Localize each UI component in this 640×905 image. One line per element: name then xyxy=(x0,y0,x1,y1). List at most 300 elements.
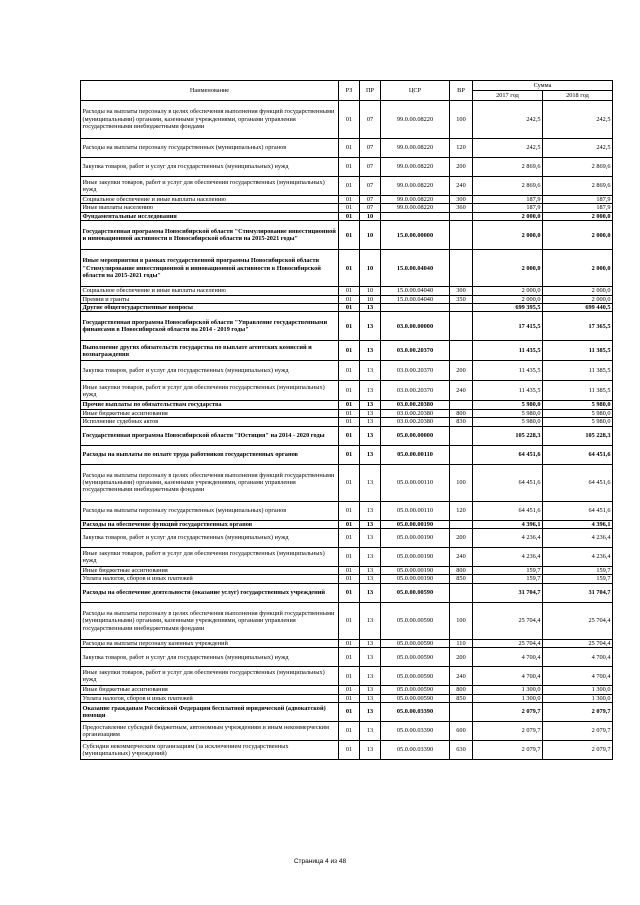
cell-rz: 01 xyxy=(339,101,360,139)
cell-rz: 01 xyxy=(339,196,360,204)
cell-s2018: 187,9 xyxy=(543,196,613,204)
cell-name: Уплата налогов, сборов и иных платежей xyxy=(81,575,339,583)
cell-rz: 01 xyxy=(339,177,360,196)
cell-csr: 05.0.00.00110 xyxy=(381,501,450,520)
cell-name: Оказание гражданам Российской Федерации бесплатной юридической (адвокатской) помощи xyxy=(81,703,339,722)
cell-s2017: 64 451,6 xyxy=(473,501,543,520)
cell-name: Иные закупки товаров, работ и услуг для обеспечения государственных (муниципальных) нужд xyxy=(81,177,339,196)
cell-name: Фундаментальные исследования xyxy=(81,212,339,220)
table-row xyxy=(81,501,613,520)
cell-pr: 13 xyxy=(360,341,381,361)
cell-s2017: 187,9 xyxy=(473,196,543,204)
table-row xyxy=(81,250,613,287)
cell-name: Социальное обеспечение и иные выплаты населению xyxy=(81,196,339,204)
cell-name: Иные мероприятия в рамках государственной программы Новосибирской области "Стимулирование инвестиционной и инновационной активности в Новосибирской области на 2015-2021 годы" xyxy=(81,250,339,287)
cell-csr: 05.0.00.03390 xyxy=(381,741,450,760)
cell-pr: 13 xyxy=(360,648,381,667)
cell-vr: 100 xyxy=(450,602,473,639)
table-row xyxy=(81,158,613,177)
table-row xyxy=(81,520,613,528)
cell-name: Государственная программа Новосибирской области "Стимулирование инвестиционной и инновационной активности в Новосибирской области на 2015-2021 годы" xyxy=(81,221,339,250)
cell-s2017: 1 300,0 xyxy=(473,686,543,694)
cell-pr: 13 xyxy=(360,548,381,567)
cell-rz: 01 xyxy=(339,158,360,177)
cell-pr: 13 xyxy=(360,426,381,445)
header-name: Наименование xyxy=(81,81,339,101)
cell-s2018: 25 704,4 xyxy=(543,639,613,647)
header-vr: ВР xyxy=(450,81,473,101)
cell-vr: 200 xyxy=(450,648,473,667)
cell-s2018: 1 300,0 xyxy=(543,686,613,694)
cell-csr: 05.0.00.00590 xyxy=(381,602,450,639)
cell-csr: 05.0.00.00590 xyxy=(381,648,450,667)
cell-pr: 13 xyxy=(360,686,381,694)
cell-pr: 13 xyxy=(360,520,381,528)
cell-vr xyxy=(450,520,473,528)
cell-s2017: 25 704,4 xyxy=(473,602,543,639)
cell-rz: 01 xyxy=(339,567,360,575)
cell-s2018: 242,5 xyxy=(543,101,613,139)
cell-rz: 01 xyxy=(339,639,360,647)
cell-s2018: 5 980,0 xyxy=(543,401,613,409)
cell-csr xyxy=(381,212,450,220)
cell-vr: 800 xyxy=(450,409,473,417)
cell-vr xyxy=(450,341,473,361)
cell-csr: 05.0.00.00000 xyxy=(381,426,450,445)
cell-s2018: 4 700,4 xyxy=(543,648,613,667)
cell-name: Иные закупки товаров, работ и услуг для обеспечения государственных (муниципальных) нужд xyxy=(81,667,339,686)
cell-s2017: 2 000,0 xyxy=(473,295,543,303)
table-row xyxy=(81,212,613,220)
cell-vr: 360 xyxy=(450,204,473,212)
cell-s2017: 242,5 xyxy=(473,101,543,139)
cell-rz: 01 xyxy=(339,722,360,741)
cell-pr: 07 xyxy=(360,177,381,196)
cell-s2018: 11 385,5 xyxy=(543,381,613,401)
cell-pr: 07 xyxy=(360,139,381,158)
cell-rz: 01 xyxy=(339,583,360,602)
cell-rz: 01 xyxy=(339,212,360,220)
cell-s2018: 64 451,6 xyxy=(543,464,613,501)
cell-s2018: 64 451,6 xyxy=(543,445,613,464)
cell-s2017: 2 000,0 xyxy=(473,212,543,220)
cell-name: Расходы на выплаты персоналу в целях обеспечения выполнения функций государственными (муниципальными) органами, казенными учреждениями, органами управления государственными внебюджетными фондами xyxy=(81,602,339,639)
cell-rz: 01 xyxy=(339,295,360,303)
cell-vr: 850 xyxy=(450,575,473,583)
cell-s2017: 64 451,6 xyxy=(473,445,543,464)
cell-csr: 99.0.00.08220 xyxy=(381,196,450,204)
cell-s2017: 17 415,5 xyxy=(473,312,543,341)
cell-csr: 05.0.00.00590 xyxy=(381,639,450,647)
cell-name: Расходы на выплаты персоналу в целях обеспечения выполнения функций государственными (муниципальными) органами, казенными учреждениями, органами управления государственными внебюджетными фондами xyxy=(81,101,339,139)
cell-csr: 99.0.00.08220 xyxy=(381,177,450,196)
cell-rz: 01 xyxy=(339,575,360,583)
cell-rz: 01 xyxy=(339,204,360,212)
table-body xyxy=(81,101,613,760)
cell-vr: 300 xyxy=(450,287,473,295)
cell-vr: 100 xyxy=(450,101,473,139)
cell-s2017: 2 079,7 xyxy=(473,741,543,760)
cell-s2018: 2 000,0 xyxy=(543,295,613,303)
cell-csr: 05.0.00.03390 xyxy=(381,722,450,741)
cell-s2017: 159,7 xyxy=(473,575,543,583)
cell-vr: 300 xyxy=(450,196,473,204)
cell-s2018: 2 079,7 xyxy=(543,722,613,741)
cell-rz: 01 xyxy=(339,602,360,639)
cell-s2018: 31 704,7 xyxy=(543,583,613,602)
cell-rz: 01 xyxy=(339,250,360,287)
cell-name: Уплата налогов, сборов и иных платежей xyxy=(81,694,339,702)
cell-rz: 01 xyxy=(339,341,360,361)
header-2017: 2017 год xyxy=(473,91,543,101)
cell-pr: 13 xyxy=(360,501,381,520)
cell-rz: 01 xyxy=(339,694,360,702)
cell-rz: 01 xyxy=(339,312,360,341)
cell-s2018: 699 440,5 xyxy=(543,304,613,312)
table-row xyxy=(81,418,613,426)
cell-name: Другие общегосударственные вопросы xyxy=(81,304,339,312)
cell-csr: 05.0.00.03390 xyxy=(381,703,450,722)
cell-s2018: 5 980,0 xyxy=(543,418,613,426)
cell-pr: 07 xyxy=(360,196,381,204)
cell-s2017: 2 000,0 xyxy=(473,221,543,250)
table-row xyxy=(81,548,613,567)
cell-s2018: 105 228,3 xyxy=(543,426,613,445)
cell-rz: 01 xyxy=(339,741,360,760)
table-row xyxy=(81,602,613,639)
cell-vr: 800 xyxy=(450,686,473,694)
cell-vr xyxy=(450,703,473,722)
cell-s2018: 2 079,7 xyxy=(543,741,613,760)
cell-s2017: 2 869,6 xyxy=(473,158,543,177)
cell-csr: 03.0.00.20370 xyxy=(381,361,450,381)
cell-rz: 01 xyxy=(339,139,360,158)
table-row xyxy=(81,304,613,312)
cell-vr xyxy=(450,250,473,287)
cell-rz: 01 xyxy=(339,703,360,722)
table-row xyxy=(81,312,613,341)
cell-vr xyxy=(450,212,473,220)
cell-pr: 13 xyxy=(360,312,381,341)
cell-rz: 01 xyxy=(339,445,360,464)
cell-csr: 99.0.00.08220 xyxy=(381,139,450,158)
table-row xyxy=(81,401,613,409)
cell-vr: 120 xyxy=(450,501,473,520)
cell-pr: 13 xyxy=(360,741,381,760)
cell-csr: 03.0.00.20380 xyxy=(381,418,450,426)
cell-csr: 15.0.00.00000 xyxy=(381,221,450,250)
cell-csr: 03.0.00.00000 xyxy=(381,312,450,341)
table-row xyxy=(81,381,613,401)
cell-s2018: 2 000,0 xyxy=(543,221,613,250)
cell-s2018: 2 869,6 xyxy=(543,177,613,196)
cell-s2018: 4 236,4 xyxy=(543,548,613,567)
cell-vr: 600 xyxy=(450,722,473,741)
cell-name: Иные бюджетные ассигнования xyxy=(81,567,339,575)
cell-pr: 13 xyxy=(360,464,381,501)
table-row xyxy=(81,703,613,722)
cell-rz: 01 xyxy=(339,648,360,667)
cell-name: Государственная программа Новосибирской области "Юстиция" на 2014 - 2020 годы xyxy=(81,426,339,445)
cell-vr: 200 xyxy=(450,158,473,177)
cell-vr: 110 xyxy=(450,639,473,647)
header-2018: 2018 год xyxy=(543,91,613,101)
cell-rz: 01 xyxy=(339,529,360,548)
cell-csr: 15.0.00.04040 xyxy=(381,250,450,287)
cell-csr: 05.0.00.00590 xyxy=(381,686,450,694)
cell-rz: 01 xyxy=(339,381,360,401)
cell-name: Государственная программа Новосибирской области "Управление государственными финансами в Новосибирской области на 2014 - 2019 годы" xyxy=(81,312,339,341)
table-row xyxy=(81,686,613,694)
cell-pr: 07 xyxy=(360,158,381,177)
cell-vr: 200 xyxy=(450,529,473,548)
table-row xyxy=(81,445,613,464)
cell-csr: 05.0.00.00590 xyxy=(381,667,450,686)
table-row xyxy=(81,409,613,417)
cell-s2017: 242,5 xyxy=(473,139,543,158)
cell-rz: 01 xyxy=(339,667,360,686)
cell-rz: 01 xyxy=(339,520,360,528)
cell-csr: 05.0.00.00590 xyxy=(381,583,450,602)
cell-s2018: 159,7 xyxy=(543,567,613,575)
cell-name: Исполнение судебных актов xyxy=(81,418,339,426)
table-row xyxy=(81,139,613,158)
cell-s2017: 64 451,6 xyxy=(473,464,543,501)
table-row xyxy=(81,529,613,548)
cell-rz: 01 xyxy=(339,409,360,417)
cell-name: Предоставление субсидий бюджетным, автономным учреждениям и иным некоммерческим организациям xyxy=(81,722,339,741)
cell-s2018: 11 385,5 xyxy=(543,361,613,381)
cell-s2018: 159,7 xyxy=(543,575,613,583)
cell-s2017: 5 980,0 xyxy=(473,418,543,426)
cell-s2018: 4 700,4 xyxy=(543,667,613,686)
cell-s2017: 31 704,7 xyxy=(473,583,543,602)
cell-name: Иные бюджетные ассигнования xyxy=(81,686,339,694)
cell-s2018: 1 300,0 xyxy=(543,694,613,702)
cell-pr: 13 xyxy=(360,361,381,381)
cell-s2017: 2 000,0 xyxy=(473,287,543,295)
cell-pr: 13 xyxy=(360,409,381,417)
table-row xyxy=(81,575,613,583)
table-row xyxy=(81,648,613,667)
cell-vr: 200 xyxy=(450,361,473,381)
cell-name: Социальное обеспечение и иные выплаты населению xyxy=(81,287,339,295)
cell-s2018: 2 079,7 xyxy=(543,703,613,722)
cell-rz: 01 xyxy=(339,361,360,381)
cell-vr: 630 xyxy=(450,741,473,760)
cell-csr: 99.0.00.08220 xyxy=(381,101,450,139)
cell-pr: 13 xyxy=(360,529,381,548)
cell-name: Расходы на обеспечение деятельности (оказание услуг) государственных учреждений xyxy=(81,583,339,602)
cell-csr: 99.0.00.08220 xyxy=(381,204,450,212)
cell-s2017: 5 980,0 xyxy=(473,409,543,417)
cell-pr: 13 xyxy=(360,445,381,464)
table-row xyxy=(81,722,613,741)
table-row xyxy=(81,426,613,445)
cell-pr: 10 xyxy=(360,221,381,250)
cell-csr: 03.0.00.20380 xyxy=(381,401,450,409)
cell-vr xyxy=(450,221,473,250)
cell-pr: 10 xyxy=(360,212,381,220)
cell-vr: 240 xyxy=(450,177,473,196)
cell-vr: 240 xyxy=(450,667,473,686)
cell-s2018: 5 980,0 xyxy=(543,409,613,417)
cell-name: Расходы на выплаты персоналу государственных (муниципальных) органов xyxy=(81,139,339,158)
cell-name: Закупка товаров, работ и услуг для государственных (муниципальных) нужд xyxy=(81,648,339,667)
table-row xyxy=(81,204,613,212)
header-csr: ЦСР xyxy=(381,81,450,101)
cell-csr: 03.0.00.20380 xyxy=(381,409,450,417)
cell-s2018: 187,9 xyxy=(543,204,613,212)
cell-s2018: 4 396,1 xyxy=(543,520,613,528)
cell-pr: 13 xyxy=(360,694,381,702)
cell-s2018: 25 704,4 xyxy=(543,602,613,639)
cell-s2017: 25 704,4 xyxy=(473,639,543,647)
cell-pr: 07 xyxy=(360,204,381,212)
table-row xyxy=(81,361,613,381)
cell-rz: 01 xyxy=(339,304,360,312)
cell-rz: 01 xyxy=(339,221,360,250)
cell-rz: 01 xyxy=(339,287,360,295)
cell-s2018: 242,5 xyxy=(543,139,613,158)
cell-name: Премии и гранты xyxy=(81,295,339,303)
cell-s2017: 5 980,0 xyxy=(473,401,543,409)
cell-name: Иные выплаты населению xyxy=(81,204,339,212)
cell-csr: 05.0.00.00190 xyxy=(381,529,450,548)
cell-rz: 01 xyxy=(339,418,360,426)
cell-s2017: 4 396,1 xyxy=(473,520,543,528)
cell-name: Иные закупки товаров, работ и услуг для обеспечения государственных (муниципальных) нужд xyxy=(81,548,339,567)
cell-pr: 13 xyxy=(360,639,381,647)
table-row xyxy=(81,341,613,361)
cell-pr: 10 xyxy=(360,287,381,295)
cell-s2018: 2 000,0 xyxy=(543,212,613,220)
cell-s2018: 2 869,6 xyxy=(543,158,613,177)
cell-rz: 01 xyxy=(339,464,360,501)
budget-page xyxy=(80,80,612,760)
cell-name: Закупка товаров, работ и услуг для государственных (муниципальных) нужд xyxy=(81,529,339,548)
cell-name: Закупка товаров, работ и услуг для государственных (муниципальных) нужд xyxy=(81,158,339,177)
cell-s2018: 64 451,6 xyxy=(543,501,613,520)
cell-name: Расходы на выплаты по оплате труда работников государственных органов xyxy=(81,445,339,464)
cell-rz: 01 xyxy=(339,501,360,520)
table-row xyxy=(81,583,613,602)
cell-csr: 05.0.00.00190 xyxy=(381,548,450,567)
table-row xyxy=(81,694,613,702)
cell-name: Расходы на выплаты персоналу государственных (муниципальных) органов xyxy=(81,501,339,520)
cell-vr: 800 xyxy=(450,567,473,575)
cell-s2017: 4 236,4 xyxy=(473,529,543,548)
cell-s2017: 11 435,5 xyxy=(473,361,543,381)
table-row xyxy=(81,177,613,196)
cell-csr xyxy=(381,304,450,312)
cell-csr: 03.0.00.20370 xyxy=(381,381,450,401)
cell-csr: 05.0.00.00190 xyxy=(381,520,450,528)
cell-s2017: 187,9 xyxy=(473,204,543,212)
cell-csr: 05.0.00.00590 xyxy=(381,694,450,702)
cell-s2017: 11 435,5 xyxy=(473,341,543,361)
cell-vr xyxy=(450,401,473,409)
cell-s2017: 4 700,4 xyxy=(473,667,543,686)
cell-s2017: 4 700,4 xyxy=(473,648,543,667)
cell-csr: 99.0.00.08220 xyxy=(381,158,450,177)
cell-s2018: 4 236,4 xyxy=(543,529,613,548)
header-pr: ПР xyxy=(360,81,381,101)
cell-vr xyxy=(450,304,473,312)
cell-s2017: 699 395,5 xyxy=(473,304,543,312)
cell-vr: 830 xyxy=(450,418,473,426)
table-row xyxy=(81,741,613,760)
cell-csr: 05.0.00.00190 xyxy=(381,575,450,583)
cell-vr xyxy=(450,312,473,341)
cell-pr: 13 xyxy=(360,304,381,312)
cell-pr: 13 xyxy=(360,401,381,409)
cell-rz: 01 xyxy=(339,401,360,409)
cell-pr: 10 xyxy=(360,250,381,287)
cell-name: Выполнение других обязательств государства по выплате агентских комиссий и вознаграждения xyxy=(81,341,339,361)
cell-s2017: 2 079,7 xyxy=(473,703,543,722)
cell-pr: 13 xyxy=(360,667,381,686)
cell-s2018: 2 000,0 xyxy=(543,287,613,295)
table-row xyxy=(81,287,613,295)
cell-pr: 10 xyxy=(360,295,381,303)
cell-s2017: 2 079,7 xyxy=(473,722,543,741)
cell-csr: 05.0.00.00110 xyxy=(381,464,450,501)
cell-pr: 13 xyxy=(360,381,381,401)
cell-vr: 120 xyxy=(450,139,473,158)
cell-vr xyxy=(450,445,473,464)
cell-csr: 05.0.00.00190 xyxy=(381,567,450,575)
cell-vr: 100 xyxy=(450,464,473,501)
cell-name: Расходы на выплаты персоналу в целях обеспечения выполнения функций государственными (муниципальными) органами, казенными учреждениями, органами управления государственными внебюджетными фондами xyxy=(81,464,339,501)
cell-pr: 13 xyxy=(360,575,381,583)
cell-s2017: 1 300,0 xyxy=(473,694,543,702)
cell-rz: 01 xyxy=(339,548,360,567)
cell-s2018: 2 000,0 xyxy=(543,250,613,287)
table-row xyxy=(81,101,613,139)
cell-csr: 05.0.00.00110 xyxy=(381,445,450,464)
header-sum: Сумма xyxy=(473,81,613,91)
cell-name: Иные закупки товаров, работ и услуг для обеспечения государственных (муниципальных) нужд xyxy=(81,381,339,401)
table-row xyxy=(81,464,613,501)
cell-csr: 15.0.00.04040 xyxy=(381,287,450,295)
table-row xyxy=(81,667,613,686)
cell-pr: 07 xyxy=(360,101,381,139)
table-header xyxy=(81,81,613,101)
cell-vr: 240 xyxy=(450,381,473,401)
cell-vr: 240 xyxy=(450,548,473,567)
budget-table xyxy=(80,80,613,760)
table-row xyxy=(81,639,613,647)
cell-pr: 13 xyxy=(360,602,381,639)
cell-name: Прочие выплаты по обязательствам государства xyxy=(81,401,339,409)
cell-name: Субсидии некоммерческим организациям (за исключением государственных (муниципальных) учреждений) xyxy=(81,741,339,760)
cell-s2017: 2 869,6 xyxy=(473,177,543,196)
table-row xyxy=(81,567,613,575)
table-row xyxy=(81,295,613,303)
cell-pr: 13 xyxy=(360,418,381,426)
table-row xyxy=(81,221,613,250)
cell-s2017: 2 000,0 xyxy=(473,250,543,287)
cell-vr xyxy=(450,583,473,602)
cell-rz: 01 xyxy=(339,426,360,445)
cell-pr: 13 xyxy=(360,703,381,722)
cell-pr: 13 xyxy=(360,567,381,575)
page-number: Страница 4 из 48 xyxy=(293,858,347,865)
cell-s2018: 17 365,5 xyxy=(543,312,613,341)
cell-s2017: 159,7 xyxy=(473,567,543,575)
cell-name: Иные бюджетные ассигнования xyxy=(81,409,339,417)
